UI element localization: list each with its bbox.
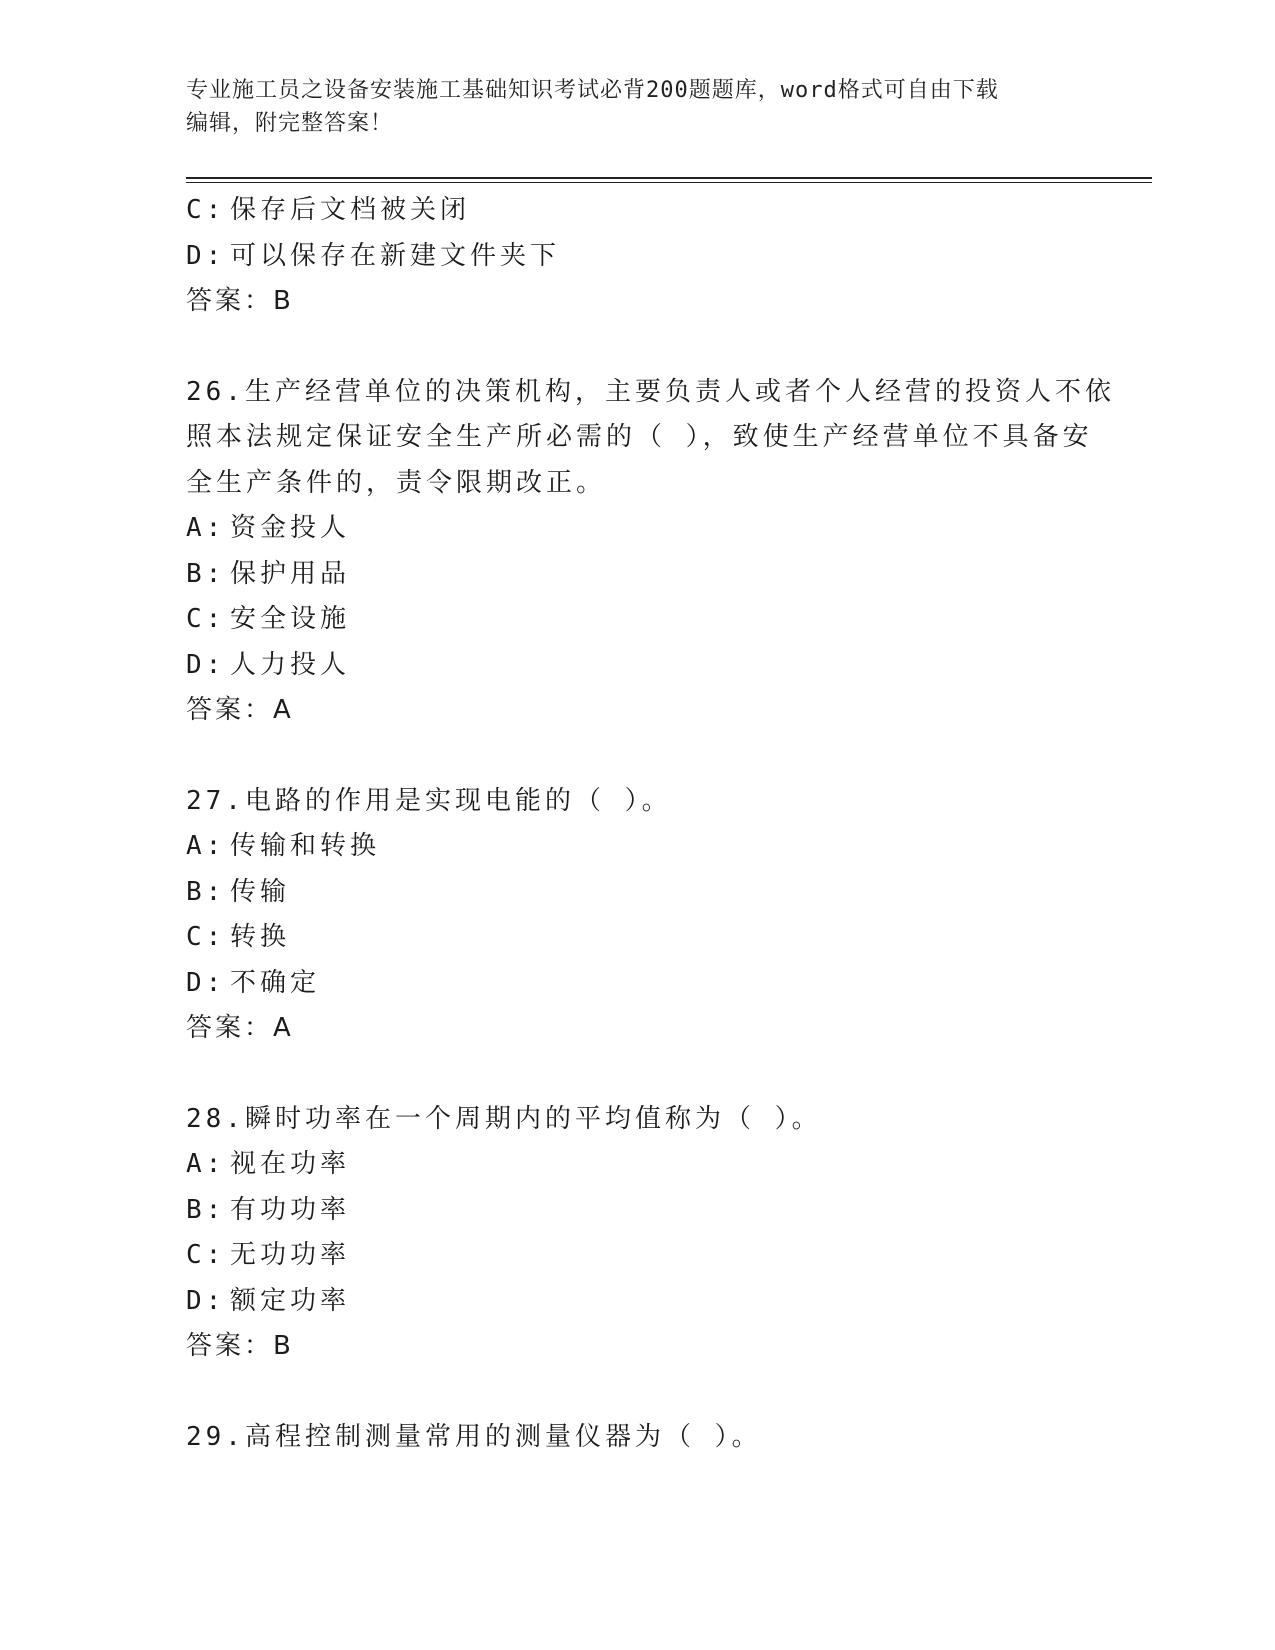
option-letter: D: (186, 649, 226, 680)
header-rule-thick (186, 177, 1152, 179)
question-29 (186, 1415, 1086, 1461)
option-d (186, 961, 1086, 1007)
spacer (186, 1370, 1086, 1415)
option-letter: B: (186, 558, 226, 589)
header-title-line-2: 编辑，附完整答案！ (186, 111, 394, 136)
option-letter: C: (186, 195, 226, 225)
option-letter: C: (186, 604, 226, 634)
header-rule-thin (186, 182, 1152, 183)
question-text-line: 27.电路的作用是实现电能的（ ）。 (186, 785, 672, 816)
header-title-line-1: 专业施工员之设备安装施工基础知识考试必背200题题库，word格式可自由下载 (186, 78, 999, 103)
spacer (186, 1052, 1086, 1097)
option-b (186, 870, 1086, 916)
option-text: 保护用品 (230, 558, 351, 589)
option-text: 传输和转换 (230, 831, 381, 861)
option-text: 传输 (230, 876, 291, 907)
question-text-line: 照本法规定保证安全生产所必需的（ ），致使生产经营单位不具备安 (186, 422, 1093, 452)
option-b (186, 1188, 1086, 1234)
option-text: 额定功率 (230, 1285, 351, 1316)
option-c (186, 597, 1086, 643)
spacer (186, 325, 1086, 370)
option-text: 转换 (230, 922, 291, 952)
option-letter: B: (186, 876, 226, 907)
option-a (186, 824, 1086, 870)
question-text-line: 29.高程控制测量常用的测量仪器为（ ）。 (186, 1421, 762, 1452)
option-d (186, 234, 1086, 280)
option-c (186, 915, 1086, 961)
question-text-line: 26.生产经营单位的决策机构，主要负责人或者个人经营的投资人不依 (186, 376, 1115, 407)
option-text: 保存后文档被关闭 (230, 195, 471, 225)
option-letter: D: (186, 967, 226, 998)
option-text: 不确定 (230, 967, 321, 998)
option-letter: C: (186, 1240, 226, 1270)
question-25-tail (186, 188, 1086, 325)
option-letter: A: (186, 831, 226, 861)
document-header (186, 74, 1086, 140)
option-letter: B: (186, 1194, 226, 1225)
option-text: 资金投人 (230, 513, 351, 543)
question-28 (186, 1097, 1086, 1370)
option-d (186, 643, 1086, 689)
option-letter: C: (186, 922, 226, 952)
option-c (186, 188, 1086, 234)
option-text: 安全设施 (230, 604, 351, 634)
answer-line: 答案：B (186, 286, 294, 316)
option-letter: D: (186, 1285, 226, 1316)
option-text: 有功功率 (230, 1194, 351, 1225)
option-text: 可以保存在新建文件夹下 (230, 240, 561, 271)
option-b (186, 552, 1086, 598)
option-d (186, 1279, 1086, 1325)
option-a (186, 1142, 1086, 1188)
answer-line: 答案：A (186, 1013, 294, 1043)
option-a (186, 506, 1086, 552)
question-content (186, 188, 1115, 1460)
option-c (186, 1233, 1086, 1279)
option-letter: D: (186, 240, 226, 271)
question-26 (186, 370, 1115, 734)
question-27 (186, 779, 1086, 1052)
answer-line: 答案：B (186, 1331, 294, 1361)
option-text: 无功功率 (230, 1240, 351, 1270)
option-letter: A: (186, 513, 226, 543)
answer-line: 答案：A (186, 695, 294, 725)
question-text-line: 全生产条件的，责令限期改正。 (186, 467, 607, 498)
option-text: 视在功率 (230, 1149, 351, 1179)
spacer (186, 734, 1086, 779)
question-text-line: 28.瞬时功率在一个周期内的平均值称为（ ）。 (186, 1103, 822, 1134)
option-text: 人力投人 (230, 649, 351, 680)
option-letter: A: (186, 1149, 226, 1179)
